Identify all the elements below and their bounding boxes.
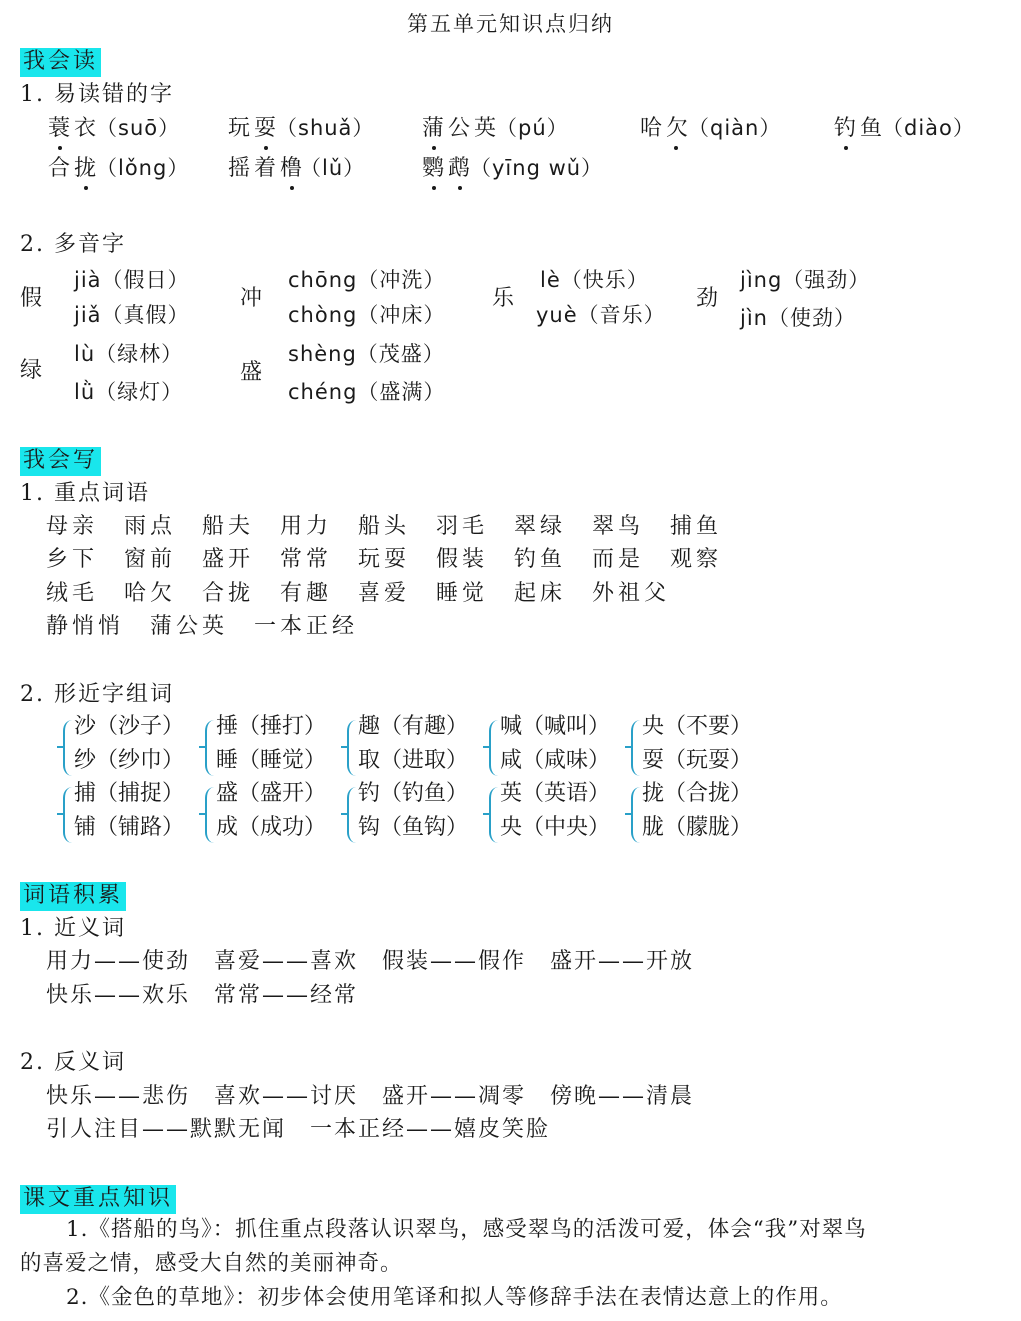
antonym-line: 引人注目——默默无闻 一本正经——嬉皮笑脸 <box>46 1117 551 1142</box>
poly-reading: lǜ（绿灯） <box>74 380 184 404</box>
section-header-vocab: 词语积累 <box>20 882 126 911</box>
emphasis-dot <box>674 146 678 150</box>
poly-reading: chōng（冲洗） <box>288 268 446 292</box>
similar-char: 喊（喊叫） <box>500 714 611 739</box>
synonym-line: 快乐——欢乐 常常——经常 <box>46 983 359 1008</box>
pinyin: （yīng wǔ） <box>470 156 604 180</box>
similar-char: 铺（铺路） <box>74 815 185 840</box>
emphasis-dot <box>290 186 294 190</box>
poly-reading: yuè（音乐） <box>536 303 666 327</box>
word: 钓鱼 <box>834 116 887 141</box>
similar-char: 央（中央） <box>500 815 611 840</box>
brace <box>347 720 356 776</box>
brace <box>489 787 498 843</box>
similar-char: 咸（咸味） <box>500 748 611 773</box>
word: 玩耍 <box>228 116 281 141</box>
key-words-line: 绒毛 哈欠 合拢 有趣 喜爱 睡觉 起床 外祖父 <box>46 581 671 606</box>
similar-char: 纱（纱巾） <box>74 748 185 773</box>
antonym-line: 快乐——悲伤 喜欢——讨厌 盛开——凋零 傍晚——清晨 <box>46 1084 695 1109</box>
poly-reading: chòng（冲床） <box>288 303 446 327</box>
similar-char: 盛（盛开） <box>216 781 327 806</box>
word: 合拢 <box>48 156 101 181</box>
section-header-read: 我会读 <box>20 48 101 77</box>
pinyin: （pú） <box>496 116 569 140</box>
pinyin: （shuǎ） <box>276 116 375 140</box>
similar-char: 耍（玩耍） <box>642 748 753 773</box>
word: 蒲公英 <box>422 116 501 141</box>
poly-reading: shèng（茂盛） <box>288 342 445 366</box>
similar-char: 胧（朦胧） <box>642 815 753 840</box>
word: 蓑衣 <box>48 116 101 141</box>
pinyin: （qiàn） <box>688 116 782 140</box>
brace <box>631 720 640 776</box>
section-header-key-knowledge: 课文重点知识 <box>20 1185 176 1214</box>
subheading-misread: 1. 易读错的字 <box>20 82 174 107</box>
key-words-line: 静悄悄 蒲公英 一本正经 <box>46 614 359 639</box>
similar-char: 钩（鱼钩） <box>358 815 469 840</box>
emphasis-dot <box>458 186 462 190</box>
poly-char: 假 <box>20 286 43 311</box>
brace <box>205 787 214 843</box>
paragraph-1-line-1: 1.《搭船的鸟》：抓住重点段落认识翠鸟，感受翠鸟的活泼可爱，体会“我”对翠鸟 <box>66 1217 867 1242</box>
similar-char: 拢（合拢） <box>642 781 753 806</box>
pinyin: （lǔ） <box>300 156 366 180</box>
poly-reading: jìng（强劲） <box>740 268 871 292</box>
pinyin: （suō） <box>96 116 181 140</box>
poly-reading: jìn（使劲） <box>740 306 856 330</box>
pinyin: （diào） <box>882 116 975 140</box>
similar-char: 趣（有趣） <box>358 714 469 739</box>
brace <box>63 787 72 843</box>
subheading-polyphonic: 2. 多音字 <box>20 232 126 257</box>
poly-char: 劲 <box>696 286 719 311</box>
similar-char: 英（英语） <box>500 781 611 806</box>
brace <box>489 720 498 776</box>
poly-reading: lè（快乐） <box>540 268 649 292</box>
poly-reading: jià（假日） <box>74 268 190 292</box>
key-words-line: 乡下 窗前 盛开 常常 玩耍 假装 钓鱼 而是 观察 <box>46 547 723 572</box>
emphasis-dot <box>844 146 848 150</box>
poly-char: 冲 <box>240 286 263 311</box>
similar-char: 成（成功） <box>216 815 327 840</box>
word: 摇着橹 <box>228 156 307 181</box>
similar-char: 睡（睡觉） <box>216 748 327 773</box>
brace <box>205 720 214 776</box>
poly-reading: chéng（盛满） <box>288 380 446 404</box>
similar-char: 央（不要） <box>642 714 753 739</box>
emphasis-dot <box>84 186 88 190</box>
similar-char: 捕（捕捉） <box>74 781 185 806</box>
emphasis-dot <box>264 146 268 150</box>
page-title: 第五单元知识点归纳 <box>407 12 614 36</box>
pinyin: （lǒng） <box>96 156 190 180</box>
paragraph-2: 2.《金色的草地》：初步体会使用笔译和拟人等修辞手法在表情达意上的作用。 <box>66 1285 843 1310</box>
word: 鹦鹉 <box>422 156 475 181</box>
emphasis-dot <box>432 186 436 190</box>
subheading-antonyms: 2. 反义词 <box>20 1050 126 1075</box>
brace <box>347 787 356 843</box>
word: 哈欠 <box>640 116 693 141</box>
poly-char: 盛 <box>240 360 263 385</box>
poly-char: 绿 <box>20 358 43 383</box>
similar-char: 捶（捶打） <box>216 714 327 739</box>
brace <box>631 787 640 843</box>
similar-char: 取（进取） <box>358 748 469 773</box>
subheading-key-words: 1. 重点词语 <box>20 481 150 506</box>
poly-char: 乐 <box>492 286 515 311</box>
subheading-synonyms: 1. 近义词 <box>20 916 126 941</box>
key-words-line: 母亲 雨点 船夫 用力 船头 羽毛 翠绿 翠鸟 捕鱼 <box>46 514 723 539</box>
subheading-similar-chars: 2. 形近字组词 <box>20 682 174 707</box>
similar-char: 沙（沙子） <box>74 714 185 739</box>
section-header-write: 我会写 <box>20 447 101 476</box>
emphasis-dot <box>58 146 62 150</box>
paragraph-1-line-2: 的喜爱之情，感受大自然的美丽神奇。 <box>20 1251 403 1276</box>
brace <box>63 720 72 776</box>
synonym-line: 用力——使劲 喜爱——喜欢 假装——假作 盛开——开放 <box>46 949 695 974</box>
emphasis-dot <box>432 146 436 150</box>
poly-reading: lù（绿林） <box>74 342 184 366</box>
poly-reading: jiǎ（真假） <box>74 303 190 327</box>
similar-char: 钓（钓鱼） <box>358 781 469 806</box>
